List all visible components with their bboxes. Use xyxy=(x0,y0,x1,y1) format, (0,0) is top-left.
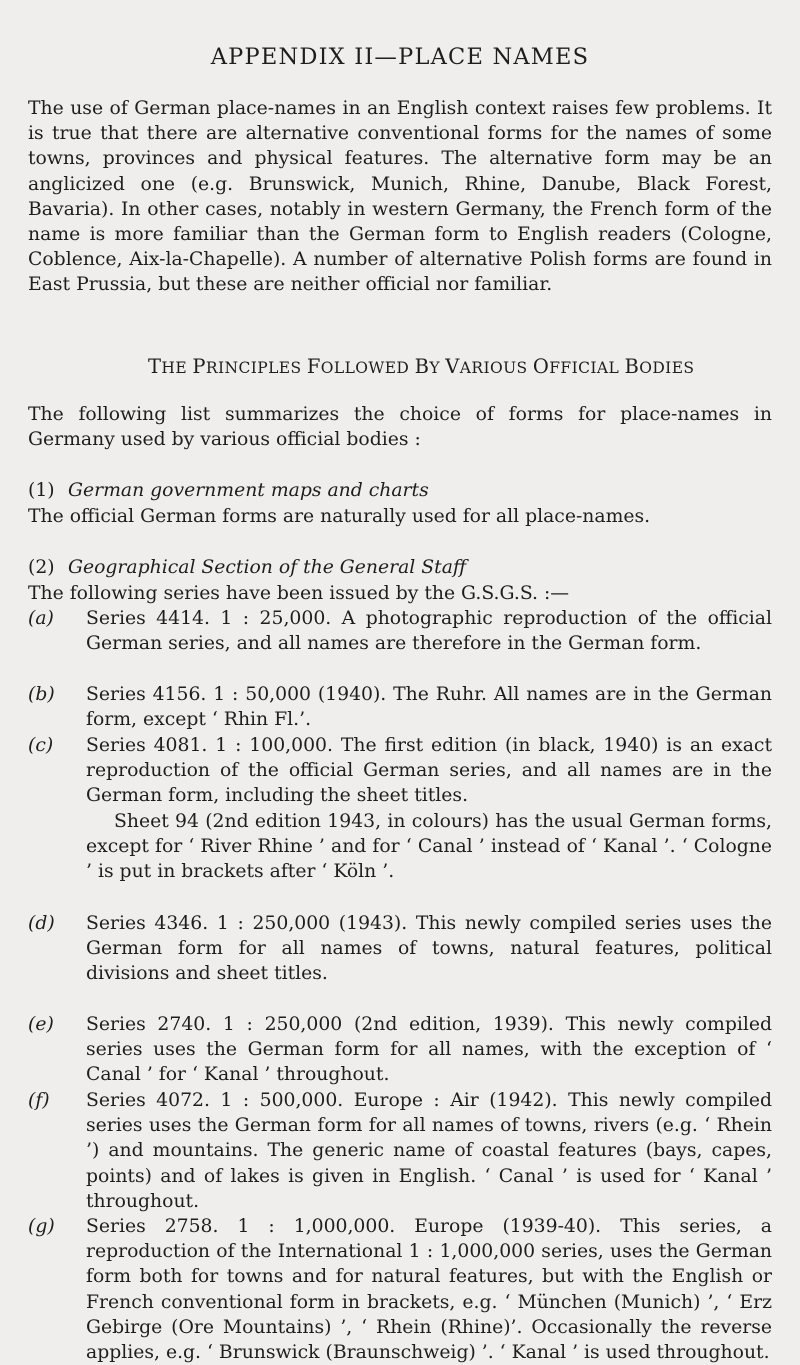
page-title: APPENDIX II—PLACE NAMES xyxy=(210,44,590,70)
item-text: Series 4072. 1 : 500,000. Europe : Air (1942). This newly compiled series uses the German form for all names of towns, rivers (e.g. ‘ Rhein ’) and mountains. The generic name of coastal features (bays, capes, points) and of lakes is given in English. ‘ Canal ’ is used for ‘ Kanal ’ throughout. xyxy=(86,1090,772,1212)
section-intro-paragraph: The following list summarizes the choice of forms for place-names in Germany used by various official bodies : xyxy=(28,404,772,451)
item-text: Series 4081. 1 : 100,000. The first edition (in black, 1940) is an exact reproduction of the official German series, and all names are in the German form, including the sheet titles. xyxy=(86,735,772,807)
series-item-c xyxy=(28,733,772,884)
subsection-1-text: The official German forms are naturally used for all place-names. xyxy=(28,506,651,527)
item-text: Series 4346. 1 : 250,000 (1943). This newly compiled series uses the German form for all names of towns, natural features, political divisions and sheet titles. xyxy=(86,913,772,985)
item-text: Series 2740. 1 : 250,000 (2nd edition, 1939). This newly compiled series uses the German form for all names, with the exception of ‘ Canal ’ for ‘ Kanal ’ throughout. xyxy=(86,1014,772,1086)
series-item-b xyxy=(28,682,772,732)
subsection-2-heading: (2) Geographical Section of the General Staff xyxy=(28,557,467,578)
section-heading: THE PRINCIPLES FOLLOWED BY VARIOUS OFFICIAL BODIES xyxy=(148,355,695,378)
item-label: (e) xyxy=(28,1014,54,1035)
item-label: (d) xyxy=(28,913,55,934)
subsection-1-heading: (1) German government maps and charts xyxy=(28,480,429,501)
series-item-g xyxy=(28,1214,772,1365)
item-label: (a) xyxy=(28,608,54,629)
item-label: (b) xyxy=(28,684,55,705)
item-label: (f) xyxy=(28,1090,50,1111)
subsection-2-text: The following series have been issued by the G.S.G.S. :— xyxy=(28,583,570,604)
item-label: (c) xyxy=(28,735,54,756)
intro-paragraph: The use of German place-names in an English context raises few problems. It is true that there are alternative conventional forms for the names of some towns, provinces and physical features. The alternative form may be an anglicized one (e.g. Brunswick, Munich, Rhine, Danube, Black Forest, Bavaria). In other cases, notably in western Germany, the French form of the name is more familiar than the German form to English readers (Cologne, Coblence, Aix-la-Chapelle). A number of alternative Polish forms are found in East Prussia, but these are neither official nor familiar. xyxy=(28,98,772,296)
series-item-a xyxy=(28,606,772,656)
item-label: (g) xyxy=(28,1216,55,1237)
item-text: Series 4414. 1 : 25,000. A photographic reproduction of the official German series, and all names are therefore in the German form. xyxy=(86,608,772,655)
series-item-f xyxy=(28,1088,772,1214)
item-text: Series 2758. 1 : 1,000,000. Europe (1939-40). This series, a reproduction of the International 1 : 1,000,000 series, uses the German form both for towns and for natural features, but with the English or French conventional form in brackets, e.g. ‘ München (Munich) ’, ‘ Erz Gebirge (Ore Mountains) ’, ‘ Rhein (Rhine)’. Occasionally the reverse applies, e.g. ‘ Brunswick (Braunschweig) ’. ‘ Kanal ’ is used throughout. xyxy=(86,1216,772,1364)
item-extra-text: Sheet 94 (2nd edition 1943, in colours) has the usual German forms, except for ‘ River Rhine ’ and for ‘ Canal ’ instead of ‘ Kanal ’. ‘ Cologne ’ is put in brackets after ‘ Köln ’. xyxy=(86,810,772,883)
series-item-d xyxy=(28,911,772,987)
series-item-e xyxy=(28,1012,772,1088)
item-text: Series 4156. 1 : 50,000 (1940). The Ruhr. All names are in the German form, except ‘ Rhin Fl.’. xyxy=(86,684,772,731)
